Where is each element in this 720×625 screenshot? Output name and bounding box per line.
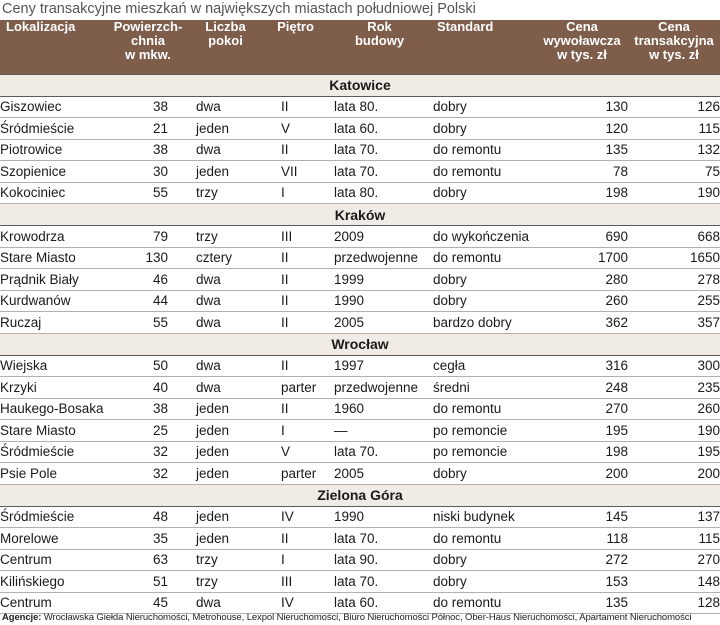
cell-rok: — bbox=[328, 420, 431, 442]
cell-cena-transakcyjna: 255 bbox=[628, 290, 720, 312]
cell-pokoje: dwa bbox=[188, 269, 263, 291]
cell-pietro: I bbox=[263, 182, 328, 204]
cell-standard: dobry bbox=[431, 571, 536, 593]
cell-powierzchnia: 50 bbox=[108, 355, 188, 377]
cell-lokalizacja: Wiejska bbox=[0, 355, 108, 377]
cell-powierzchnia: 63 bbox=[108, 549, 188, 571]
cell-rok: lata 70. bbox=[328, 139, 431, 161]
cell-cena-transakcyjna: 148 bbox=[628, 571, 720, 593]
cell-cena-wywolawcza: 195 bbox=[536, 420, 628, 442]
cell-cena-transakcyjna: 126 bbox=[628, 96, 720, 118]
cell-powierzchnia: 32 bbox=[108, 463, 188, 485]
cell-cena-transakcyjna: 1650 bbox=[628, 247, 720, 269]
cell-pietro: parter bbox=[263, 463, 328, 485]
cell-cena-wywolawcza: 78 bbox=[536, 161, 628, 183]
cell-pokoje: dwa bbox=[188, 96, 263, 118]
city-name: Katowice bbox=[0, 74, 720, 96]
cell-pietro: VII bbox=[263, 161, 328, 183]
cell-standard: do remontu bbox=[431, 247, 536, 269]
cell-rok: 1990 bbox=[328, 506, 431, 528]
cell-pietro: II bbox=[263, 355, 328, 377]
cell-pokoje: dwa bbox=[188, 592, 263, 614]
cell-lokalizacja: Stare Miasto bbox=[0, 420, 108, 442]
cell-standard: dobry bbox=[431, 118, 536, 140]
table-row bbox=[0, 549, 720, 571]
cell-powierzchnia: 44 bbox=[108, 290, 188, 312]
cell-rok: 1999 bbox=[328, 269, 431, 291]
table-row bbox=[0, 506, 720, 528]
cell-lokalizacja: Śródmieście bbox=[0, 506, 108, 528]
cell-lokalizacja: Kokociniec bbox=[0, 182, 108, 204]
cell-powierzchnia: 130 bbox=[108, 247, 188, 269]
cell-lokalizacja: Centrum bbox=[0, 592, 108, 614]
cell-rok: 1960 bbox=[328, 398, 431, 420]
table-row bbox=[0, 182, 720, 204]
cell-powierzchnia: 55 bbox=[108, 182, 188, 204]
cell-standard: dobry bbox=[431, 549, 536, 571]
cell-rok: lata 60. bbox=[328, 118, 431, 140]
cell-standard: do wykończenia bbox=[431, 226, 536, 248]
cell-pietro: II bbox=[263, 290, 328, 312]
cell-cena-wywolawcza: 1700 bbox=[536, 247, 628, 269]
cell-powierzchnia: 51 bbox=[108, 571, 188, 593]
cell-pietro: II bbox=[263, 398, 328, 420]
table-row bbox=[0, 355, 720, 377]
cell-pokoje: trzy bbox=[188, 182, 263, 204]
cell-cena-wywolawcza: 130 bbox=[536, 96, 628, 118]
header-powierzchnia: Powierzch- chnia w mkw. bbox=[108, 20, 188, 74]
cell-pietro: I bbox=[263, 420, 328, 442]
cell-standard: po remoncie bbox=[431, 420, 536, 442]
cell-cena-wywolawcza: 362 bbox=[536, 312, 628, 334]
cell-pokoje: jeden bbox=[188, 161, 263, 183]
cell-lokalizacja: Stare Miasto bbox=[0, 247, 108, 269]
city-group-row bbox=[0, 74, 720, 96]
cell-standard: do remontu bbox=[431, 139, 536, 161]
cell-cena-wywolawcza: 270 bbox=[536, 398, 628, 420]
table-row bbox=[0, 139, 720, 161]
cell-pietro: II bbox=[263, 269, 328, 291]
cell-pokoje: jeden bbox=[188, 398, 263, 420]
cell-cena-transakcyjna: 137 bbox=[628, 506, 720, 528]
cell-powierzchnia: 38 bbox=[108, 398, 188, 420]
cell-powierzchnia: 30 bbox=[108, 161, 188, 183]
cell-cena-transakcyjna: 75 bbox=[628, 161, 720, 183]
cell-cena-transakcyjna: 190 bbox=[628, 420, 720, 442]
cell-lokalizacja: Śródmieście bbox=[0, 118, 108, 140]
cell-powierzchnia: 40 bbox=[108, 377, 188, 399]
cell-pokoje: trzy bbox=[188, 549, 263, 571]
cell-standard: do remontu bbox=[431, 528, 536, 550]
table-row bbox=[0, 441, 720, 463]
city-group-row bbox=[0, 204, 720, 226]
header-row bbox=[0, 20, 720, 74]
city-name: Zielona Góra bbox=[0, 484, 720, 506]
cell-pietro: II bbox=[263, 528, 328, 550]
cell-powierzchnia: 45 bbox=[108, 592, 188, 614]
table-row bbox=[0, 463, 720, 485]
cell-pokoje: dwa bbox=[188, 355, 263, 377]
cell-pietro: II bbox=[263, 312, 328, 334]
cell-lokalizacja: Kilińskiego bbox=[0, 571, 108, 593]
table-row bbox=[0, 290, 720, 312]
price-table bbox=[0, 20, 720, 614]
cell-rok: lata 70. bbox=[328, 441, 431, 463]
cell-cena-transakcyjna: 357 bbox=[628, 312, 720, 334]
header-cena-transakcyjna: Cena transakcyjna w tys. zł bbox=[628, 20, 720, 74]
cell-cena-transakcyjna: 260 bbox=[628, 398, 720, 420]
table-title: Ceny transakcyjne mieszkań w największych miastach południowej Polski bbox=[2, 1, 476, 17]
cell-cena-transakcyjna: 235 bbox=[628, 377, 720, 399]
cell-cena-wywolawcza: 135 bbox=[536, 592, 628, 614]
cell-rok: przedwojenne bbox=[328, 377, 431, 399]
cell-rok: lata 80. bbox=[328, 96, 431, 118]
cell-lokalizacja: Centrum bbox=[0, 549, 108, 571]
cell-rok: lata 60. bbox=[328, 592, 431, 614]
cell-rok: lata 70. bbox=[328, 528, 431, 550]
table-body bbox=[0, 74, 720, 614]
cell-cena-transakcyjna: 300 bbox=[628, 355, 720, 377]
cell-cena-wywolawcza: 316 bbox=[536, 355, 628, 377]
table-row bbox=[0, 247, 720, 269]
table-row bbox=[0, 161, 720, 183]
cell-standard: po remoncie bbox=[431, 441, 536, 463]
table-row bbox=[0, 420, 720, 442]
cell-cena-wywolawcza: 200 bbox=[536, 463, 628, 485]
city-name: Kraków bbox=[0, 204, 720, 226]
cell-cena-transakcyjna: 278 bbox=[628, 269, 720, 291]
cell-powierzchnia: 32 bbox=[108, 441, 188, 463]
table-row bbox=[0, 398, 720, 420]
header-lokalizacja: Lokalizacja bbox=[0, 20, 108, 74]
cell-rok: 2005 bbox=[328, 312, 431, 334]
cell-pokoje: cztery bbox=[188, 247, 263, 269]
cell-cena-transakcyjna: 195 bbox=[628, 441, 720, 463]
cell-standard: średni bbox=[431, 377, 536, 399]
table-row bbox=[0, 377, 720, 399]
cell-standard: dobry bbox=[431, 96, 536, 118]
cell-lokalizacja: Szopienice bbox=[0, 161, 108, 183]
cell-rok: 1997 bbox=[328, 355, 431, 377]
cell-cena-transakcyjna: 200 bbox=[628, 463, 720, 485]
cell-cena-wywolawcza: 280 bbox=[536, 269, 628, 291]
cell-lokalizacja: Ruczaj bbox=[0, 312, 108, 334]
cell-cena-wywolawcza: 690 bbox=[536, 226, 628, 248]
cell-pietro: II bbox=[263, 139, 328, 161]
cell-standard: dobry bbox=[431, 269, 536, 291]
cell-lokalizacja: Morelowe bbox=[0, 528, 108, 550]
cell-rok: lata 70. bbox=[328, 571, 431, 593]
cell-pokoje: jeden bbox=[188, 528, 263, 550]
cell-cena-transakcyjna: 668 bbox=[628, 226, 720, 248]
cell-powierzchnia: 21 bbox=[108, 118, 188, 140]
cell-pokoje: dwa bbox=[188, 377, 263, 399]
cell-standard: do remontu bbox=[431, 161, 536, 183]
cell-rok: 1990 bbox=[328, 290, 431, 312]
cell-standard: bardzo dobry bbox=[431, 312, 536, 334]
cell-standard: cegła bbox=[431, 355, 536, 377]
cell-pokoje: jeden bbox=[188, 118, 263, 140]
table-row bbox=[0, 118, 720, 140]
cell-pietro: III bbox=[263, 226, 328, 248]
cell-standard: dobry bbox=[431, 463, 536, 485]
cell-lokalizacja: Śródmieście bbox=[0, 441, 108, 463]
cell-pietro: III bbox=[263, 571, 328, 593]
cell-lokalizacja: Krzyki bbox=[0, 377, 108, 399]
cell-rok: lata 70. bbox=[328, 161, 431, 183]
cell-cena-wywolawcza: 145 bbox=[536, 506, 628, 528]
cell-pietro: II bbox=[263, 96, 328, 118]
cell-cena-transakcyjna: 115 bbox=[628, 528, 720, 550]
cell-lokalizacja: Prądnik Biały bbox=[0, 269, 108, 291]
cell-pokoje: jeden bbox=[188, 463, 263, 485]
cell-cena-transakcyjna: 115 bbox=[628, 118, 720, 140]
cell-pietro: parter bbox=[263, 377, 328, 399]
cell-pokoje: trzy bbox=[188, 226, 263, 248]
sources-footer: Agencje: Wrocławska Giełda Nieruchomości, Metrohouse, Lexpol Nieruchomości, Biuro Nieruchomości Północ, Ober-Haus Nieruchomości, Apartament Nieruchomości bbox=[2, 612, 692, 623]
cell-pietro: IV bbox=[263, 592, 328, 614]
cell-cena-transakcyjna: 190 bbox=[628, 182, 720, 204]
cell-rok: 2009 bbox=[328, 226, 431, 248]
header-pokoje: Liczba pokoi bbox=[188, 20, 263, 74]
cell-lokalizacja: Psie Pole bbox=[0, 463, 108, 485]
cell-lokalizacja: Krowodrza bbox=[0, 226, 108, 248]
cell-rok: przedwojenne bbox=[328, 247, 431, 269]
cell-powierzchnia: 55 bbox=[108, 312, 188, 334]
cell-cena-transakcyjna: 128 bbox=[628, 592, 720, 614]
cell-standard: dobry bbox=[431, 182, 536, 204]
cell-powierzchnia: 48 bbox=[108, 506, 188, 528]
table-row bbox=[0, 226, 720, 248]
cell-powierzchnia: 25 bbox=[108, 420, 188, 442]
header-rok: Rok budowy bbox=[328, 20, 431, 74]
cell-standard: niski budynek bbox=[431, 506, 536, 528]
cell-cena-wywolawcza: 120 bbox=[536, 118, 628, 140]
cell-pietro: V bbox=[263, 441, 328, 463]
cell-cena-wywolawcza: 135 bbox=[536, 139, 628, 161]
table-row bbox=[0, 269, 720, 291]
cell-pokoje: dwa bbox=[188, 139, 263, 161]
cell-powierzchnia: 79 bbox=[108, 226, 188, 248]
cell-cena-wywolawcza: 118 bbox=[536, 528, 628, 550]
table-row bbox=[0, 312, 720, 334]
city-name: Wrocław bbox=[0, 333, 720, 355]
table-row bbox=[0, 571, 720, 593]
cell-cena-transakcyjna: 132 bbox=[628, 139, 720, 161]
header-pietro: Piętro bbox=[263, 20, 328, 74]
cell-cena-wywolawcza: 272 bbox=[536, 549, 628, 571]
cell-standard: do remontu bbox=[431, 592, 536, 614]
cell-cena-wywolawcza: 260 bbox=[536, 290, 628, 312]
cell-cena-wywolawcza: 198 bbox=[536, 182, 628, 204]
cell-cena-transakcyjna: 270 bbox=[628, 549, 720, 571]
cell-pietro: V bbox=[263, 118, 328, 140]
cell-lokalizacja: Piotrowice bbox=[0, 139, 108, 161]
table-row bbox=[0, 592, 720, 614]
cell-pietro: I bbox=[263, 549, 328, 571]
cell-cena-wywolawcza: 153 bbox=[536, 571, 628, 593]
cell-pokoje: jeden bbox=[188, 420, 263, 442]
header-cena-wywolawcza: Cena wywoławcza w tys. zł bbox=[536, 20, 628, 74]
cell-pokoje: dwa bbox=[188, 290, 263, 312]
cell-rok: lata 80. bbox=[328, 182, 431, 204]
cell-cena-wywolawcza: 248 bbox=[536, 377, 628, 399]
table-row bbox=[0, 528, 720, 550]
cell-powierzchnia: 38 bbox=[108, 139, 188, 161]
cell-cena-wywolawcza: 198 bbox=[536, 441, 628, 463]
city-group-row bbox=[0, 333, 720, 355]
city-group-row bbox=[0, 484, 720, 506]
cell-rok: 2005 bbox=[328, 463, 431, 485]
cell-standard: do remontu bbox=[431, 398, 536, 420]
cell-pietro: IV bbox=[263, 506, 328, 528]
cell-standard: dobry bbox=[431, 290, 536, 312]
cell-pokoje: trzy bbox=[188, 571, 263, 593]
header-standard: Standard bbox=[431, 20, 536, 74]
cell-powierzchnia: 35 bbox=[108, 528, 188, 550]
cell-pietro: II bbox=[263, 247, 328, 269]
cell-pokoje: dwa bbox=[188, 312, 263, 334]
cell-rok: lata 90. bbox=[328, 549, 431, 571]
cell-powierzchnia: 38 bbox=[108, 96, 188, 118]
cell-lokalizacja: Giszowiec bbox=[0, 96, 108, 118]
cell-powierzchnia: 46 bbox=[108, 269, 188, 291]
cell-lokalizacja: Haukego-Bosaka bbox=[0, 398, 108, 420]
cell-lokalizacja: Kurdwanów bbox=[0, 290, 108, 312]
cell-pokoje: jeden bbox=[188, 506, 263, 528]
table-row bbox=[0, 96, 720, 118]
cell-pokoje: jeden bbox=[188, 441, 263, 463]
